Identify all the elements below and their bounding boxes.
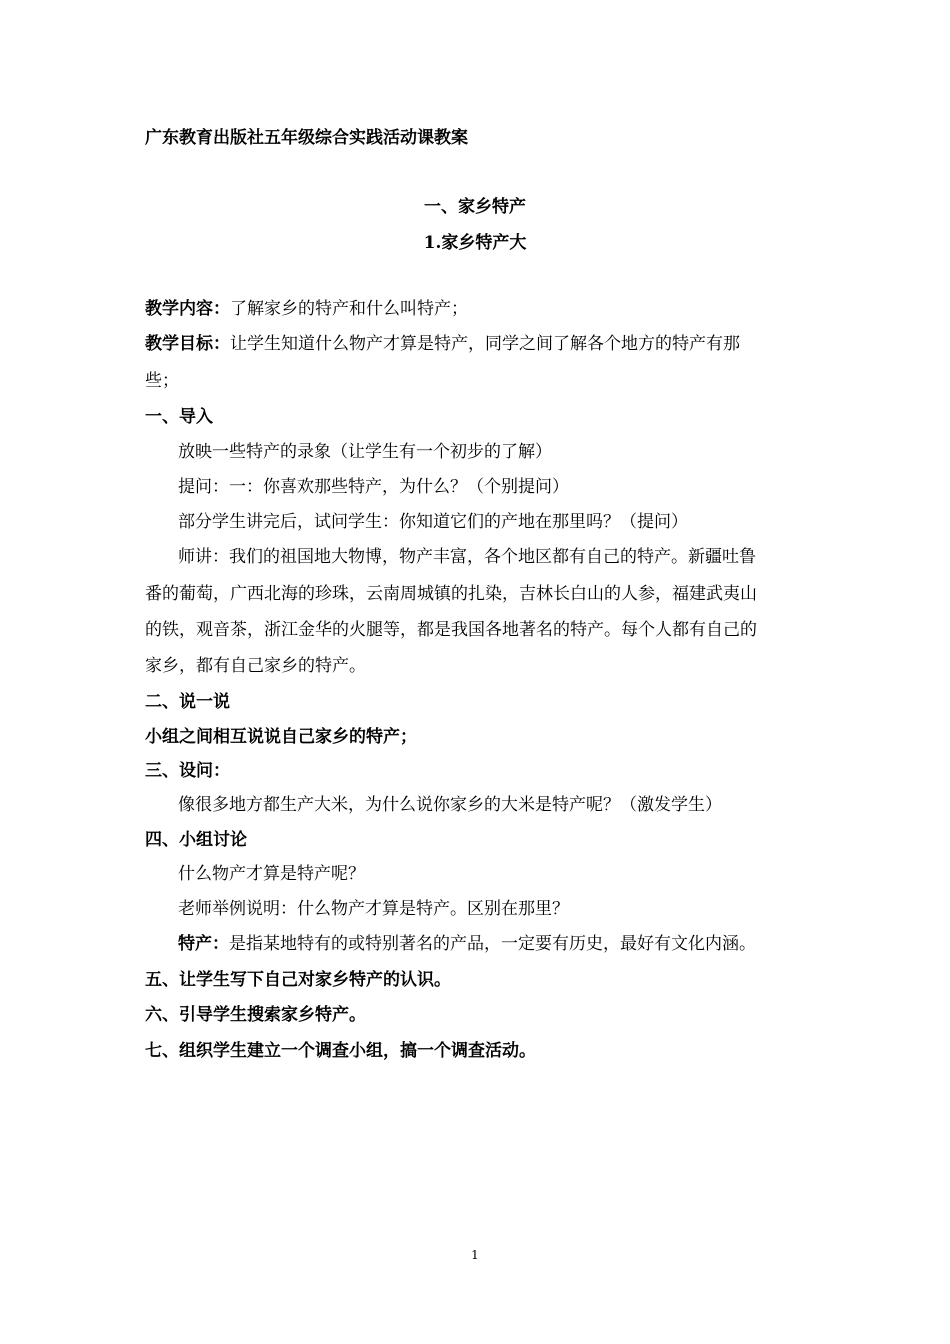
section-1-paragraph: 部分学生讲完后，试问学生：你知道它们的产地在那里吗？（提问） bbox=[178, 512, 688, 532]
section-1-paragraph: 师讲：我们的祖国地大物博，物产丰富，各个地区都有自己的特产。新疆吐鲁 bbox=[178, 547, 756, 567]
document-title: 广东教育出版社五年级综合实践活动课教案 bbox=[145, 128, 468, 148]
teaching-goal-continued: 些； bbox=[145, 371, 179, 391]
section-7-heading: 七、组织学生建立一个调查小组，搞一个调查活动。 bbox=[145, 1041, 536, 1061]
section-4-heading: 四、小组讨论 bbox=[145, 830, 247, 850]
teaching-goal-label: 教学目标： bbox=[145, 334, 230, 354]
section-3-paragraph: 像很多地方都生产大米，为什么说你家乡的大米是特产呢？（激发学生） bbox=[178, 795, 722, 815]
section-6-heading: 六、引导学生搜索家乡特产。 bbox=[145, 1005, 366, 1025]
definition-text: 是指某地特有的或特别著名的产品，一定要有历史，最好有文化内涵。 bbox=[229, 934, 756, 954]
teaching-content-label: 教学内容： bbox=[145, 299, 230, 319]
section-4-paragraph: 什么物产才算是特产呢？ bbox=[178, 864, 365, 884]
teaching-goal bbox=[145, 333, 810, 355]
page-number: 1 bbox=[471, 1248, 479, 1262]
section-1-paragraph: 提问：一：你喜欢那些特产，为什么？（个别提问） bbox=[178, 477, 569, 497]
section-2-heading: 二、说一说 bbox=[145, 692, 230, 712]
section-1-paragraph: 放映一些特产的录象（让学生有一个初步的了解） bbox=[178, 442, 552, 462]
section-4-paragraph: 老师举例说明：什么物产才算是特产。区别在那里？ bbox=[178, 899, 569, 919]
section-1-heading: 一、导入 bbox=[145, 407, 213, 427]
section-1-paragraph: 番的葡萄，广西北海的珍珠，云南周城镇的扎染，吉林长白山的人参，福建武夷山 bbox=[145, 584, 757, 604]
definition-label: 特产： bbox=[178, 934, 229, 954]
section-5-heading: 五、让学生写下自己对家乡特产的认识。 bbox=[145, 970, 451, 990]
section-1-paragraph: 的铁，观音茶，浙江金华的火腿等，都是我国各地著名的特产。每个人都有自己的 bbox=[145, 620, 757, 640]
section-2-paragraph: 小组之间相互说说自己家乡的特产； bbox=[145, 727, 417, 747]
teaching-content-text: 了解家乡的特产和什么叫特产； bbox=[230, 299, 468, 319]
section-3-heading: 三、设问： bbox=[145, 761, 230, 781]
section-1-paragraph: 家乡，都有自己家乡的特产。 bbox=[145, 656, 366, 676]
teaching-goal-text: 让学生知道什么物产才算是特产，同学之间了解各个地方的特产有那 bbox=[230, 334, 740, 354]
section-4-definition bbox=[178, 933, 810, 955]
lesson-title: 1.家乡特产大 bbox=[423, 233, 527, 253]
unit-title: 一、家乡特产 bbox=[424, 197, 526, 217]
teaching-content bbox=[145, 298, 810, 320]
